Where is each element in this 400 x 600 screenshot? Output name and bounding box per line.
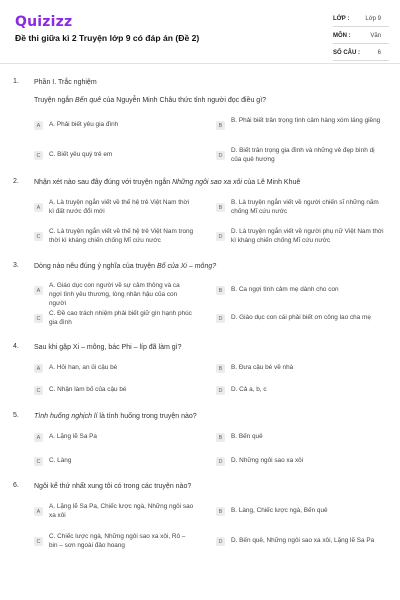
- option-text: A. Là truyện ngắn viết về thế hệ trẻ Việt Nam thời kì đất nước đổi mới: [49, 199, 190, 215]
- option-letter: A: [34, 507, 43, 516]
- option-text: A. Phải biết yêu gia đình: [49, 121, 119, 128]
- option-letter: D: [216, 151, 225, 160]
- meta-row-subject: [333, 29, 389, 44]
- option-text: C. Nhận làm bố của cậu bé: [49, 386, 127, 393]
- option-letter: C: [34, 151, 43, 160]
- option-d[interactable]: [216, 227, 386, 245]
- meta-label: SỐ CÂU :: [333, 50, 360, 56]
- option-letter: A: [34, 433, 43, 442]
- option-text: D. Cả a, b, c: [231, 386, 267, 393]
- option-text: B. Đưa cậu bé về nhà: [231, 364, 294, 371]
- question-text-italic: Tình huống nghịch lí: [34, 413, 98, 420]
- option-letter: B: [216, 286, 225, 295]
- question-text-part: Dòng nào nêu đúng ý nghĩa của truyện: [34, 263, 157, 270]
- option-letter: C: [34, 314, 43, 323]
- question-number: 6.: [13, 482, 19, 489]
- option-b[interactable]: [216, 506, 386, 516]
- option-letter: C: [34, 232, 43, 241]
- option-letter: B: [216, 121, 225, 130]
- option-letter: A: [34, 286, 43, 295]
- question-text: [34, 96, 384, 106]
- option-d[interactable]: [216, 146, 386, 164]
- option-text: A. Giáo dục con người về sự cảm thông và ca ngợi tình yêu thương, lòng nhân hậu của con người: [49, 282, 180, 307]
- question-number: 4.: [13, 343, 19, 350]
- option-letter: B: [216, 433, 225, 442]
- option-letter: C: [34, 386, 43, 395]
- option-text: C. Đề cao trách nhiệm phải biết giữ gìn hạnh phúc gia đình: [49, 310, 192, 326]
- question-text-part: Nhận xét nào sau đây đúng với truyện ngắn: [34, 179, 173, 186]
- option-letter: A: [34, 203, 43, 212]
- question-text: [34, 482, 384, 492]
- option-text: D. Biết trân trọng gia đình và những vẻ đẹp bình dị của quê hương: [231, 147, 375, 163]
- option-letter: D: [216, 314, 225, 323]
- option-text: C. Chiếc lược ngà, Những ngôi sao xa xôi, Rô – bin – sơn ngoài đảo hoang: [49, 533, 186, 549]
- option-letter: B: [216, 364, 225, 373]
- option-b[interactable]: [216, 116, 386, 130]
- option-letter: D: [216, 386, 225, 395]
- question-text: [34, 262, 384, 272]
- option-c[interactable]: [34, 150, 194, 160]
- option-text: A. Lặng lẽ Sa Pa: [49, 433, 97, 440]
- option-a[interactable]: [34, 363, 194, 373]
- header-divider: [0, 63, 400, 64]
- question-text-italic: Bố của Xi – mông?: [156, 263, 217, 270]
- option-d[interactable]: [216, 385, 386, 395]
- meta-value: Lớp 9: [365, 16, 381, 22]
- question-number: 5.: [13, 412, 19, 419]
- option-text: B. Phải biết trân trọng tình cảm hàng xóm láng giềng: [231, 117, 381, 124]
- option-text: D. Là truyện ngắn viết về người phụ nữ Việt Nam thời kì kháng chiến chống Mĩ cứu nước: [231, 228, 384, 244]
- section-heading: Phần I. Trắc nghiệm: [34, 79, 97, 86]
- option-text: B. Là truyện ngắn viết về người chiến sĩ những năm chống Mĩ cứu nước: [231, 199, 379, 215]
- option-letter: B: [216, 203, 225, 212]
- worksheet-meta: [333, 12, 389, 63]
- option-letter: D: [216, 232, 225, 241]
- question-text: [34, 343, 384, 353]
- option-a[interactable]: [34, 432, 194, 442]
- option-d[interactable]: [216, 456, 386, 466]
- question-number: 2.: [13, 178, 19, 185]
- question-text-part: Ngôi kể thứ nhất xung tôi có trong các truyện nào?: [34, 483, 192, 490]
- option-c[interactable]: [34, 456, 194, 466]
- option-text: C. Làng: [49, 457, 72, 464]
- option-b[interactable]: [216, 285, 386, 295]
- option-b[interactable]: [216, 432, 386, 442]
- option-text: A. Lặng lẽ Sa Pa, Chiếc lược ngà, Những ngôi sao xa xôi: [49, 503, 194, 519]
- option-c[interactable]: [34, 309, 194, 327]
- option-text: D. Bến quê, Những ngôi sao xa xôi, Lặng lẽ Sa Pa: [231, 537, 375, 544]
- option-a[interactable]: [34, 281, 194, 308]
- option-text: B. Ca ngợi tình cảm mẹ dành cho con: [231, 286, 339, 293]
- option-d[interactable]: [216, 536, 386, 546]
- question-text: [34, 412, 384, 422]
- question-text-part: Sau khi gặp Xi – mông, bác Phi – líp đã làm gì?: [34, 344, 182, 351]
- option-d[interactable]: [216, 313, 386, 323]
- option-c[interactable]: [34, 532, 194, 550]
- option-b[interactable]: [216, 198, 386, 216]
- option-text: C. Là truyện ngắn viết về thế hệ trẻ Việt Nam trong thời kì kháng chiến chống Mĩ cứu nước: [49, 228, 194, 244]
- meta-value: 6: [377, 50, 381, 56]
- option-letter: A: [34, 364, 43, 373]
- option-text: B. Bến quê: [231, 433, 263, 440]
- meta-label: LỚP :: [333, 16, 350, 22]
- option-a[interactable]: [34, 120, 194, 130]
- option-letter: D: [216, 457, 225, 466]
- option-text: B. Làng, Chiếc lược ngà, Bến quê: [231, 507, 328, 514]
- option-text: A. Hỏi han, an ủi cậu bé: [49, 364, 118, 371]
- question-text-part: của Nguyễn Minh Châu thức tỉnh người đọc điều gì?: [101, 97, 267, 104]
- meta-label: MÔN :: [333, 33, 351, 39]
- question-text-part: là tình huống trong truyện nào?: [97, 413, 197, 420]
- option-letter: D: [216, 537, 225, 546]
- meta-row-grade: [333, 12, 389, 27]
- quizizz-logo: Quizizz: [15, 14, 73, 30]
- option-text: D. Những ngôi sao xa xôi: [231, 457, 304, 464]
- question-number: 1.: [13, 78, 19, 85]
- question-text-part: của Lê Minh Khuê: [241, 179, 301, 186]
- option-letter: C: [34, 457, 43, 466]
- option-letter: B: [216, 507, 225, 516]
- option-b[interactable]: [216, 363, 386, 373]
- question-text-italic: Bến quê: [75, 97, 102, 104]
- option-text: D. Giáo dục con cái phải biết ơn công lao cha mẹ: [231, 314, 371, 321]
- page-title: Đề thi giữa kì 2 Truyện lớp 9 có đáp án (Đề 2): [15, 33, 200, 43]
- question-text: [34, 178, 384, 188]
- meta-row-count: [333, 46, 389, 61]
- option-a[interactable]: [34, 198, 194, 216]
- option-text: C. Biết yêu quý trẻ em: [49, 151, 113, 158]
- question-number: 3.: [13, 262, 19, 269]
- option-letter: A: [34, 121, 43, 130]
- meta-value: Văn: [370, 33, 381, 39]
- option-c[interactable]: [34, 227, 194, 245]
- option-letter: C: [34, 537, 43, 546]
- question-text-italic: Những ngôi sao xa xôi: [172, 179, 242, 186]
- question-text-part: Truyện ngắn: [34, 97, 75, 104]
- option-c[interactable]: [34, 385, 194, 395]
- option-a[interactable]: [34, 502, 194, 520]
